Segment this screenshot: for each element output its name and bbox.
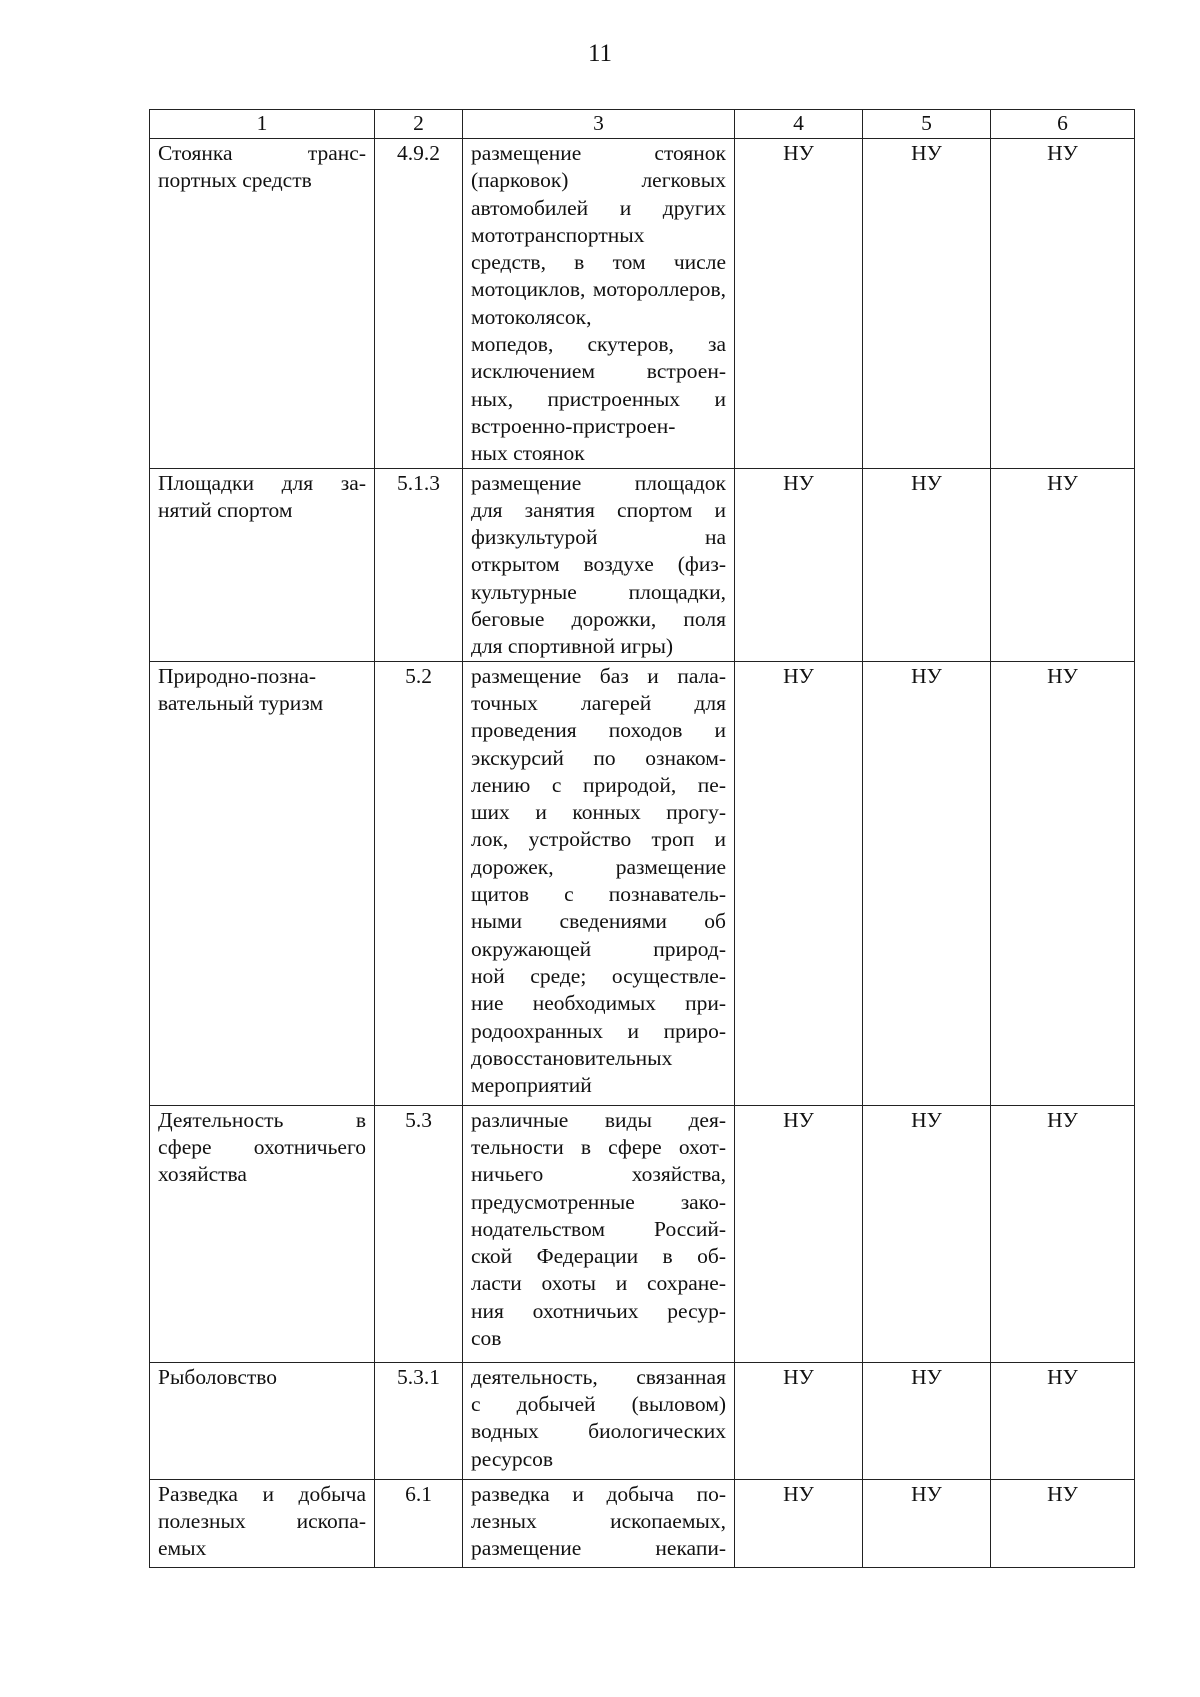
use-name-cell — [150, 139, 375, 469]
use-name-cell — [150, 1479, 375, 1567]
description-line: мотоколясок, — [471, 304, 592, 329]
description-line: лезных ископаемых, — [471, 1508, 726, 1533]
page-number: 11 — [587, 40, 613, 67]
description-line: лок, устройство троп и — [471, 827, 726, 852]
use-name-line: сфере охотничьего — [158, 1134, 366, 1159]
column-header: 3 — [463, 110, 735, 139]
description-line: родоохранных и приро- — [471, 1018, 726, 1043]
description-cell — [463, 1362, 735, 1479]
value-cell: НУ — [863, 661, 991, 1105]
description-line: различные виды дея- — [471, 1107, 726, 1132]
column-header: 5 — [863, 110, 991, 139]
description-line: ных стоянок — [471, 441, 585, 466]
zoning-table — [149, 109, 1135, 1568]
code-cell: 5.3 — [375, 1105, 463, 1362]
column-header: 6 — [991, 110, 1135, 139]
use-name-line: вательный туризм — [158, 690, 324, 715]
table-row — [150, 139, 1135, 469]
column-header: 4 — [735, 110, 863, 139]
description-line: ской Федерации в об- — [471, 1244, 726, 1269]
description-line: ресурсов — [471, 1446, 554, 1471]
use-name-line: Природно-позна- — [158, 663, 316, 688]
description-line: лению с природой, пе- — [471, 772, 726, 797]
value-cell: НУ — [863, 1479, 991, 1567]
description-line: размещение стоянок — [471, 141, 726, 165]
description-cell — [463, 1479, 735, 1567]
description-line: деятельность, связанная — [471, 1364, 726, 1389]
description-line: мероприятий — [471, 1073, 592, 1098]
description-line: точных лагерей для — [471, 690, 726, 715]
description-line: ничьего хозяйства, — [471, 1162, 726, 1187]
description-line: проведения походов и — [471, 718, 726, 743]
description-line: нодательством Россий- — [471, 1216, 726, 1241]
code-cell: 6.1 — [375, 1479, 463, 1567]
description-line: встроенно-пристроен- — [471, 413, 676, 438]
description-line: окружающей природ- — [471, 936, 726, 961]
description-line: средств, в том числе — [471, 250, 726, 275]
description-line: исключением встроен- — [471, 359, 726, 384]
description-line: культурные площадки, — [471, 579, 726, 604]
code-cell: 5.3.1 — [375, 1362, 463, 1479]
value-cell: НУ — [991, 139, 1135, 469]
table-row — [150, 1362, 1135, 1479]
description-line: (парковок) легковых — [471, 168, 726, 193]
value-cell: НУ — [863, 139, 991, 469]
description-line: мопедов, скутеров, за — [471, 332, 726, 357]
description-line: с добычей (выловом) — [471, 1391, 726, 1416]
use-name-cell — [150, 1105, 375, 1362]
value-cell: НУ — [735, 1362, 863, 1479]
description-line: для спортивной игры) — [471, 634, 674, 659]
use-name-line: портных средств — [158, 168, 312, 193]
description-line: физкультурой на — [471, 525, 726, 550]
description-line: предусмотренные зако- — [471, 1189, 726, 1214]
value-cell: НУ — [991, 468, 1135, 661]
value-cell: НУ — [863, 1105, 991, 1362]
description-line: тельности в сфере охот- — [471, 1134, 726, 1159]
description-cell — [463, 661, 735, 1105]
value-cell: НУ — [991, 1105, 1135, 1362]
table-row — [150, 661, 1135, 1105]
use-name-cell — [150, 661, 375, 1105]
use-name-line: хозяйства — [158, 1162, 247, 1187]
table-row — [150, 468, 1135, 661]
description-line: экскурсий по ознаком- — [471, 745, 726, 770]
description-line: ной среде; осуществле- — [471, 963, 726, 988]
table-header-row — [150, 110, 1135, 139]
code-cell: 4.9.2 — [375, 139, 463, 469]
code-cell: 5.1.3 — [375, 468, 463, 661]
description-line: разведка и добыча по- — [471, 1481, 726, 1506]
description-line: ных, пристроенных и — [471, 386, 726, 411]
description-cell — [463, 468, 735, 661]
use-name-line: Деятельность в — [158, 1107, 366, 1132]
use-name-line: Стоянка транс- — [158, 141, 366, 165]
description-line: мототранспортных — [471, 222, 645, 247]
description-line: автомобилей и других — [471, 195, 726, 220]
description-line: сов — [471, 1326, 502, 1351]
description-line: водных биологических — [471, 1419, 726, 1444]
use-name-cell — [150, 1362, 375, 1479]
column-header: 1 — [150, 110, 375, 139]
value-cell: НУ — [991, 661, 1135, 1105]
value-cell: НУ — [991, 1362, 1135, 1479]
value-cell: НУ — [863, 1362, 991, 1479]
code-cell: 5.2 — [375, 661, 463, 1105]
value-cell: НУ — [991, 1479, 1135, 1567]
description-line: ших и конных прогу- — [471, 800, 726, 825]
description-line: щитов с познаватель- — [471, 882, 726, 907]
use-name-line: нятий спортом — [158, 497, 293, 522]
description-line: ласти охоты и сохране- — [471, 1271, 726, 1296]
value-cell: НУ — [735, 468, 863, 661]
description-line: размещение баз и пала- — [471, 663, 726, 688]
use-name-line: Площадки для за- — [158, 470, 366, 495]
description-line: размещение некапи- — [471, 1536, 726, 1561]
description-line: ными сведениями об — [471, 909, 726, 934]
description-line: довосстановительных — [471, 1045, 673, 1070]
description-cell — [463, 1105, 735, 1362]
column-header: 2 — [375, 110, 463, 139]
description-line: размещение площадок — [471, 470, 726, 495]
use-name-cell — [150, 468, 375, 661]
value-cell: НУ — [735, 139, 863, 469]
description-line: для занятия спортом и — [471, 497, 726, 522]
use-name-line: полезных ископа- — [158, 1508, 366, 1533]
value-cell: НУ — [863, 468, 991, 661]
value-cell: НУ — [735, 661, 863, 1105]
use-name-line: Разведка и добыча — [158, 1481, 366, 1506]
value-cell: НУ — [735, 1479, 863, 1567]
description-line: дорожек, размещение — [471, 854, 726, 879]
table-row — [150, 1105, 1135, 1362]
description-cell — [463, 139, 735, 469]
use-name-line: емых — [158, 1536, 207, 1561]
description-line: мотоциклов, мотороллеров, — [471, 277, 726, 302]
description-line: ние необходимых при- — [471, 991, 726, 1016]
description-line: ния охотничьих ресур- — [471, 1298, 726, 1323]
description-line: беговые дорожки, поля — [471, 607, 726, 632]
description-line: открытом воздухе (физ- — [471, 552, 726, 577]
value-cell: НУ — [735, 1105, 863, 1362]
table-row — [150, 1479, 1135, 1567]
use-name-line: Рыболовство — [158, 1364, 278, 1389]
